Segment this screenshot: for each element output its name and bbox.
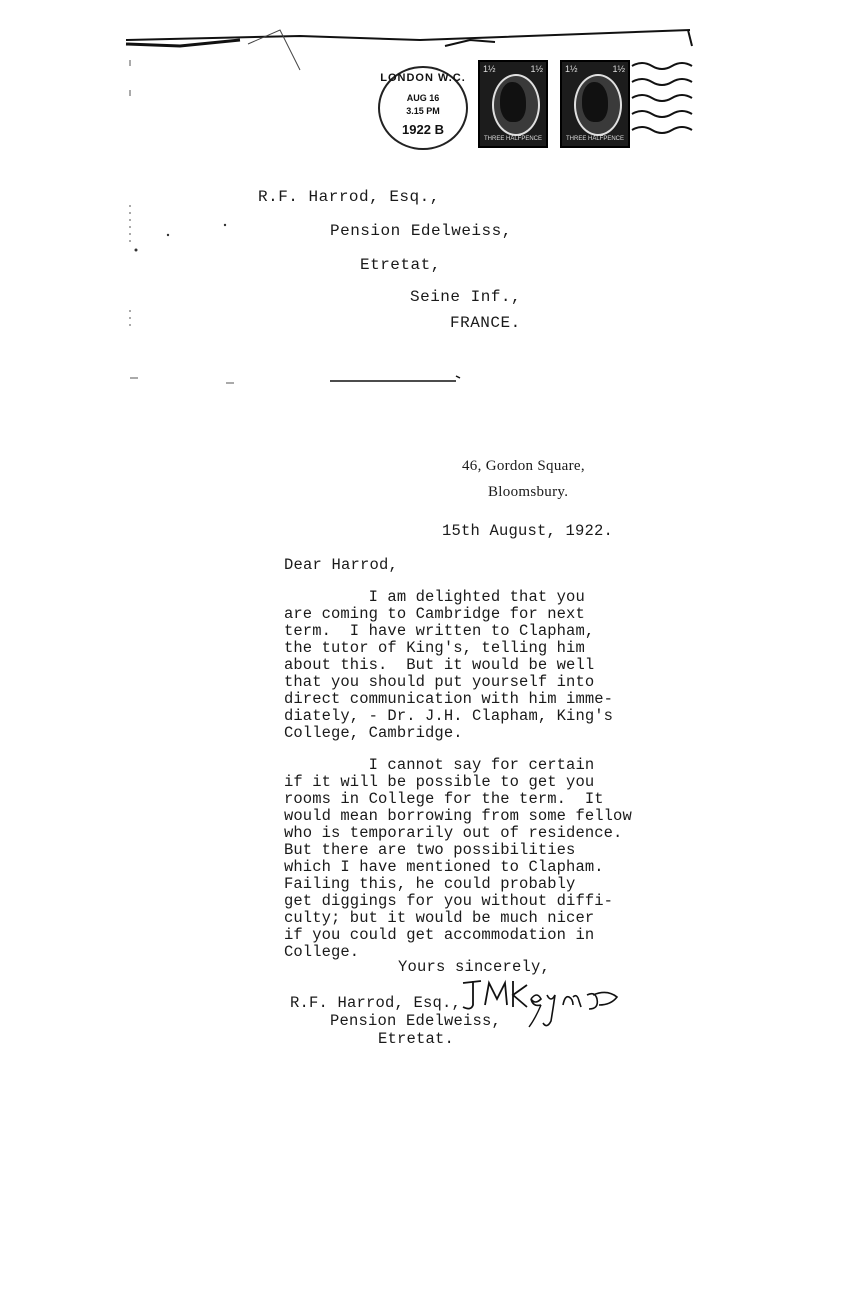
handwritten-signature	[455, 975, 630, 1035]
postmark-time: 3.15 PM	[406, 106, 440, 116]
postmark-year: 1922 B	[402, 122, 444, 137]
body-line: which I have mentioned to Clapham.	[284, 858, 604, 876]
stamp-label: THREE HALFPENCE	[483, 136, 542, 142]
letterhead-street: 46, Gordon Square,	[462, 458, 585, 474]
body-line: rooms in College for the term. It	[284, 790, 604, 808]
king-portrait-icon	[500, 82, 526, 122]
letter-date: 15th August, 1922.	[442, 522, 614, 540]
body-line: I am delighted that you	[284, 588, 585, 606]
body-line: who is temporarily out of residence.	[284, 824, 623, 842]
body-line: if it will be possible to get you	[284, 773, 595, 791]
recipient-name: R.F. Harrod, Esq.,	[290, 994, 462, 1012]
body-line: term. I have written to Clapham,	[284, 622, 595, 640]
body-line: if you could get accommodation in	[284, 926, 595, 944]
envelope-address-line: Seine Inf.,	[410, 288, 522, 306]
recipient-address-line: Etretat.	[378, 1030, 455, 1048]
body-line: about this. But it would be well	[284, 656, 595, 674]
postmark-city: LONDON W.C.	[380, 72, 466, 84]
postage-stamp: 1½ 1½ THREE HALFPENCE	[478, 60, 548, 148]
body-line: I cannot say for certain	[284, 756, 595, 774]
body-line: diately, - Dr. J.H. Clapham, King's	[284, 707, 614, 725]
body-line: College, Cambridge.	[284, 724, 463, 742]
postage-stamp: 1½ 1½ THREE HALFPENCE	[560, 60, 630, 148]
postmark-date: AUG 16	[406, 93, 440, 103]
body-line: But there are two possibilities	[284, 841, 576, 859]
postmark	[378, 66, 468, 150]
body-line: the tutor of King's, telling him	[284, 639, 585, 657]
letterhead-district: Bloomsbury.	[488, 484, 569, 500]
body-line: culty; but it would be much nicer	[284, 909, 595, 927]
body-line: are coming to Cambridge for next	[284, 605, 585, 623]
body-line: Failing this, he could probably	[284, 875, 576, 893]
body-line: get diggings for you without diffi-	[284, 892, 614, 910]
body-line: would mean borrowing from some fellow	[284, 807, 632, 825]
body-line: that you should put yourself into	[284, 673, 595, 691]
recipient-address-line: Pension Edelweiss,	[330, 1012, 502, 1030]
envelope-address-line: Etretat,	[360, 256, 441, 274]
envelope-address-line: Pension Edelweiss,	[330, 222, 512, 240]
body-line: direct communication with him imme-	[284, 690, 614, 708]
stamp-label: THREE HALFPENCE	[565, 136, 624, 142]
envelope-address-name: R.F. Harrod, Esq.,	[258, 188, 440, 206]
king-portrait-icon	[582, 82, 608, 122]
envelope-address-country: FRANCE.	[450, 314, 521, 332]
body-line: College.	[284, 943, 360, 961]
salutation: Dear Harrod,	[284, 556, 399, 574]
closing: Yours sincerely,	[398, 958, 551, 976]
